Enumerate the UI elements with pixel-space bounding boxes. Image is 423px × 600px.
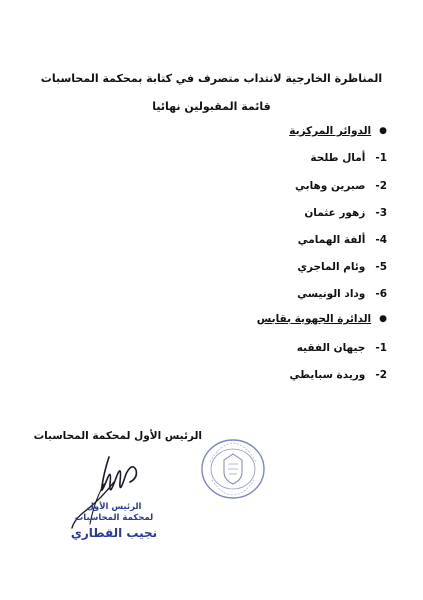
official-seal-icon xyxy=(200,438,266,500)
list-item-name: صبرين وهابي xyxy=(295,180,366,192)
list-item-number: 2- xyxy=(375,180,387,192)
list-item-name: أمال طلحة xyxy=(310,152,366,164)
document-title: المناظرة الخارجية لانتداب متصرف في كتابة بمحكمة المحاسبات xyxy=(40,72,383,85)
list-item-name: زهور عثمان xyxy=(304,207,366,219)
list-item xyxy=(290,369,387,381)
section-label: الدائرة الجهوية بقابس xyxy=(256,313,372,325)
section-heading-regional xyxy=(257,313,387,325)
list-item-number: 5- xyxy=(375,261,387,273)
list-item-number: 4- xyxy=(375,234,387,246)
list-item-name: ألفة الهمامي xyxy=(297,234,366,246)
document-subtitle: قائمة المقبولين نهائيا xyxy=(152,100,271,113)
list-item-name: وداد الونيسي xyxy=(297,288,366,300)
section-label: الدوائر المركزية xyxy=(289,125,372,137)
list-item xyxy=(295,180,387,192)
section-heading-central xyxy=(289,125,387,137)
list-item-number: 1- xyxy=(375,152,387,164)
list-item xyxy=(304,207,387,219)
list-item-number: 1- xyxy=(375,342,387,354)
list-item-name: وريدة سبايطي xyxy=(289,369,366,381)
list-item-number: 3- xyxy=(375,207,387,219)
bullet-icon: ● xyxy=(379,314,387,324)
list-item-name: جيهان الفقيه xyxy=(296,342,366,354)
stamp-signatory-name: نجيب القطاري xyxy=(70,526,158,540)
stamp-line-court: لمحكمة المحاسبات xyxy=(74,513,154,523)
list-item xyxy=(298,234,387,246)
list-item xyxy=(297,261,387,273)
president-title: الرئيس الأول لمحكمة المحاسبات xyxy=(33,430,202,442)
stamp-line-title: الرئيس الأول xyxy=(86,502,142,512)
bullet-icon: ● xyxy=(379,126,387,136)
list-item-number: 2- xyxy=(375,369,387,381)
list-item-number: 6- xyxy=(375,288,387,300)
list-item xyxy=(297,288,387,300)
list-item xyxy=(297,342,387,354)
list-item-name: وئام الماجري xyxy=(297,261,366,273)
list-item xyxy=(310,152,387,164)
